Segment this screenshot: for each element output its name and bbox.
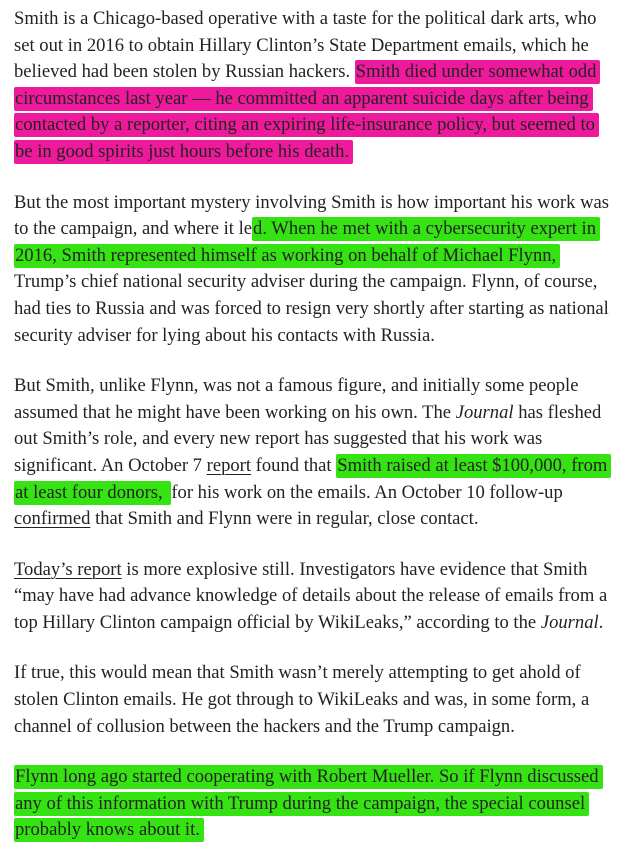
paragraph-text: Smith is a Chicago-based operative with a taste for the political dark arts, who set out in 2016 to obtain Hillary Clinton’s State Department emails, which he believed had been stolen by Russian hackers. [14, 8, 597, 83]
paragraph-text: for his work on the emails. An October 10 follow-up [171, 481, 563, 503]
publication-name: Journal [540, 611, 599, 633]
paragraph-6 [14, 764, 610, 844]
paragraph-text: Trump’s chief national security adviser during the campaign. Flynn, of course, had ties to Russia and was forced to resign very shortly after starting as national security adviser for lying about his contacts with Russia. [14, 271, 609, 346]
todays-report-link[interactable]: Today’s report [14, 558, 122, 580]
paragraph-text: has fleshed out Smith’s role, and every new report has suggested that his work was significant. An October 7 [14, 401, 602, 476]
confirmed-link[interactable]: confirmed [14, 508, 91, 530]
paragraph-text: But Smith, unlike Flynn, was not a famous figure, and initially some people assumed that he might have been working on his own. The [14, 375, 579, 423]
paragraph-3 [14, 373, 610, 533]
paragraph-text: is more explosive still. Investigators have evidence that Smith “may have had advance knowledge of details about the release of emails from a top Hillary Clinton campaign official by WikiLeaks,” according to the [14, 558, 608, 633]
green-highlight: Smith raised at least $100,000, from at least four donors, [14, 454, 611, 505]
paragraph-1 [14, 6, 610, 166]
paragraph-text: . [598, 611, 604, 633]
paragraph-text: found that [251, 454, 337, 476]
pink-highlight: Smith died under somewhat odd circumstances last year — he committed an apparent suicide days after being contacted by a reporter, citing an expiring life-insurance policy, but seemed to be in good spirits just hours before his death. [14, 60, 600, 164]
report-link[interactable]: report [206, 454, 252, 476]
paragraph-text: But the most important mystery involving Smith is how important his work was to the campaign, and where it le [14, 191, 609, 240]
green-highlight: d. When he met with a cybersecurity expert in 2016, Smith represented himself as working on behalf of Michael Flynn, [14, 217, 600, 268]
green-highlight: Flynn long ago started cooperating with Robert Mueller. So if Flynn discussed any of this information with Trump during the campaign, the special counsel probably knows about it. [14, 765, 603, 842]
paragraph-text: that Smith and Flynn were in regular, close contact. [90, 508, 479, 530]
paragraph-4 [14, 557, 610, 637]
paragraph-5 [14, 660, 610, 740]
publication-name: Journal [455, 401, 514, 423]
paragraph-2 [14, 190, 610, 350]
paragraph-text: If true, this would mean that Smith wasn’t merely attempting to get ahold of stolen Clinton emails. He got through to WikiLeaks and was, in some form, a channel of collusion between the hackers and the Trump campaign. [14, 662, 590, 737]
